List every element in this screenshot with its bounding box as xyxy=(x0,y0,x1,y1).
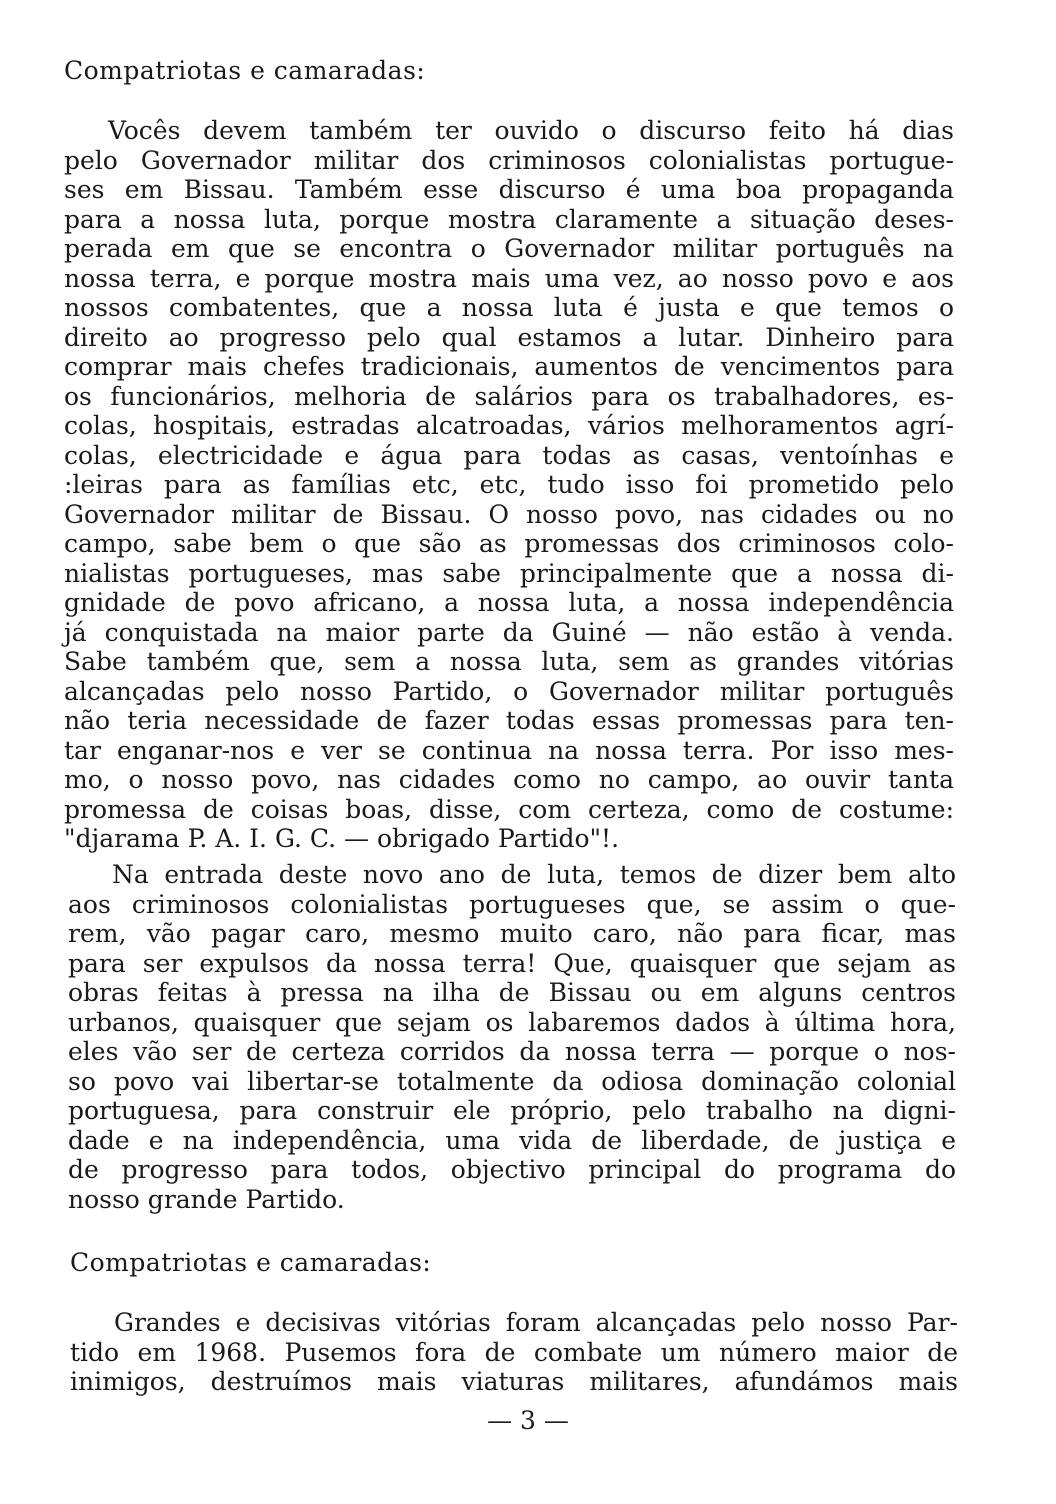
text-line: aos criminosos colonialistas portugueses que, se assim o que- xyxy=(68,889,956,919)
text-line: os funcionários, melhoria de salários para os trabalhadores, es- xyxy=(64,381,954,411)
text-line: Sabe também que, sem a nossa luta, sem as grandes vitórias xyxy=(64,647,954,676)
text-line: obras feitas à pressa na ilha de Bissau ou em alguns centros xyxy=(68,978,956,1007)
text-line: alcançadas pelo nosso Partido, o Governador militar português xyxy=(64,676,954,706)
text-line: pelo Governador militar dos criminosos colonialistas portugue- xyxy=(64,145,954,175)
text-line: comprar mais chefes tradicionais, aumentos de vencimentos para xyxy=(64,352,954,381)
salutation-heading: Compatriotas e camaradas: xyxy=(70,1248,432,1277)
text-line: urbanos, quaisquer que sejam os labaremos dados à última hora, xyxy=(68,1007,956,1037)
text-line: já conquistada na maior parte da Guiné — não estão à venda. xyxy=(64,617,954,647)
salutation-heading: Compatriotas e camaradas: xyxy=(64,56,426,85)
text-line: Na entrada deste novo ano de luta, temos de dizer bem alto xyxy=(112,860,956,889)
text-line: para ser expulsos da nossa terra! Que, quaisquer que sejam as xyxy=(68,948,956,978)
text-line: direito ao progresso pelo qual estamos a lutar. Dinheiro para xyxy=(64,322,954,352)
text-line: nialistas portugueses, mas sabe principalmente que a nossa di- xyxy=(64,558,954,588)
text-line: rem, vão pagar caro, mesmo muito caro, não para ficar, mas xyxy=(68,919,956,948)
text-line: Vocês devem também ter ouvido o discurso feito há dias xyxy=(108,116,954,145)
text-line: tido em 1968. Pusemos fora de combate um número maior de xyxy=(70,1337,958,1367)
text-line: ses em Bissau. Também esse discurso é uma boa propaganda xyxy=(64,175,954,204)
text-line: campo, sabe bem o que são as promessas dos criminosos colo- xyxy=(64,529,954,558)
text-line: :leiras para as famílias etc, etc, tudo isso foi prometido pelo xyxy=(64,470,954,499)
text-line: perada em que se encontra o Governador militar português na xyxy=(64,234,954,263)
page-number: — 3 — xyxy=(487,1406,569,1435)
text-line: para a nossa luta, porque mostra claramente a situação deses- xyxy=(64,204,954,234)
text-line: nosso grande Partido. xyxy=(68,1184,345,1214)
text-line: inimigos, destruímos mais viaturas militares, afundámos mais xyxy=(70,1367,958,1396)
text-line: "djarama P. A. I. G. C. — obrigado Partido"!. xyxy=(64,824,620,853)
text-line: so povo vai libertar-se totalmente da odiosa dominação colonial xyxy=(68,1066,956,1096)
text-line: Governador militar de Bissau. O nosso povo, nas cidades ou no xyxy=(64,499,954,529)
text-line: Grandes e decisivas vitórias foram alcançadas pelo nosso Par- xyxy=(114,1308,958,1337)
text-line: tar enganar-nos e ver se continua na nossa terra. Por isso mes- xyxy=(64,735,954,765)
text-line: colas, hospitais, estradas alcatroadas, vários melhoramentos agrí- xyxy=(64,411,954,440)
text-line: promessa de coisas boas, disse, com certeza, como de costume: xyxy=(64,794,954,824)
text-line: dade e na independência, uma vida de liberdade, de justiça e xyxy=(68,1125,956,1155)
text-line: não teria necessidade de fazer todas essas promessas para ten- xyxy=(64,706,954,735)
paragraph-new-year xyxy=(68,860,956,1214)
paragraph-governor-speech xyxy=(64,116,954,854)
text-line: eles vão ser de certeza corridos da nossa terra — porque o nos- xyxy=(68,1037,956,1066)
text-line: nossos combatentes, que a nossa luta é justa e que temos o xyxy=(64,293,954,322)
text-line: de progresso para todos, objectivo principal do programa do xyxy=(68,1155,956,1184)
text-line: nossa terra, e porque mostra mais uma vez, ao nosso povo e aos xyxy=(64,263,954,293)
text-line: gnidade de povo africano, a nossa luta, a nossa independência xyxy=(64,588,954,617)
paragraph-victories-1968 xyxy=(70,1308,958,1397)
text-line: mo, o nosso povo, nas cidades como no campo, ao ouvir tanta xyxy=(64,765,954,794)
text-line: colas, electricidade e água para todas as casas, ventoínhas e xyxy=(64,440,954,470)
text-line: portuguesa, para construir ele próprio, pelo trabalho na digni- xyxy=(68,1096,956,1125)
